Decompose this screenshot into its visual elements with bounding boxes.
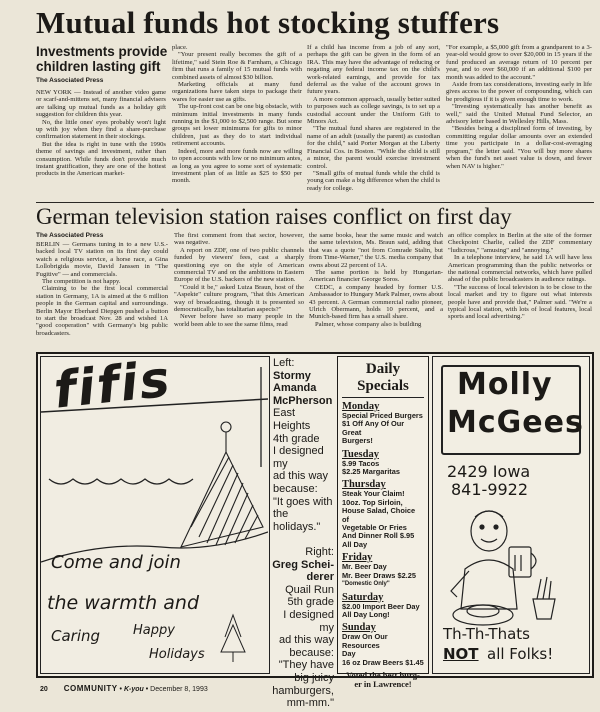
fifis-message-line5: Holidays	[149, 647, 205, 662]
caption-right-label: Right:	[305, 546, 334, 558]
molly-slogan-line1: Th-Th-Thats	[443, 625, 530, 643]
story1-col2-p3: Marketing officials at many fund organizations have taken steps to package their wares for easier use as gifts.	[172, 81, 302, 103]
fifis-message-line4: Happy	[133, 623, 175, 638]
diner-illustration	[437, 499, 587, 629]
story1-col2-p5: Indeed, more and more funds now are willing to open accounts with low or no minimum antes, as long as you agree to some sort of systematic investment plan of as little as $25 to $50 per month.	[172, 147, 302, 185]
special-line: 16 oz Draw Beers $1.45	[342, 657, 424, 667]
story1-col4-p1: "For example, a $5,000 gift from a grandparent to a 3-year-old would grow to over $20,000 in 15 years if the fund produced an average return of 10 percent per year, and to over $60,000 if an additional $100 per month was added to the account."	[446, 44, 592, 81]
caption-left-line: East Heights	[273, 407, 311, 432]
footer-bullet: •	[145, 686, 149, 693]
footer-date: December 8, 1993	[150, 686, 208, 693]
special-line: Day	[342, 649, 356, 659]
story1-col1-p1: NEW YORK — Instead of another video game or scarf-and-mittens set, many financial advisers are talking up mutual funds as a holiday gift suggestion for children this year.	[36, 89, 166, 119]
story1-column-1	[36, 89, 166, 199]
special-line: Special Priced Burgers	[342, 411, 423, 420]
story2-col2-p2: A report on ZDF, one of two public channels funded by viewers' fees, cast a sharply questioning eye on the style of American commercial TV and on the ambitions in Eastern Europe of the U.S. backers of the new station.	[174, 246, 304, 284]
fifis-message-line3: Caring	[51, 627, 101, 645]
story1-col4-p4: "Besides being a disciplined form of investing, by committing regular dollar amounts over an extended time you participate in a dollar-cost-averaging program," the letter said. "You will buy more shares when the fund's net asset value is down, and fewer when NAV is higher."	[446, 125, 592, 170]
special-line: $.99 Tacos	[342, 458, 380, 468]
caption-right-line: hamburgers,	[272, 684, 334, 697]
story2-col4-p2: In a telephone interview, he said 1A will have less American programming than the public networks or the national commercial networks, which have pulled ahead of the public broadcasters in audience ratings.	[448, 254, 592, 284]
story2-col2-p4: Never before have so many people in the world been able to see the same films, read	[174, 313, 304, 328]
special-line: $2.25 Margaritas	[342, 467, 400, 477]
divider-rule	[36, 202, 594, 203]
story1-credit: The Associated Press	[36, 77, 104, 84]
story2-col4-p3: "The success of local television is to be close to the local market and try to figure out what interests people have and provide that," Palmer said. "We're a typical local station, with lots of local features, local sports and local advertising."	[448, 283, 592, 321]
caption-right-line: ad this way	[278, 634, 334, 647]
caption-right-line: because:	[289, 646, 334, 659]
headline-mutual-funds: Mutual funds hot stocking stuffers	[36, 5, 500, 40]
special-line: Draw On Our Resources	[342, 632, 388, 650]
caption-left-name-2: Amanda	[273, 382, 317, 395]
story1-col2-p2: "Your present really becomes the gift of a lifetime," said Stein Roe & Farnham, a Chicago firm that runs a family of 15 mutual funds with combined assets of almost $30 billion.	[172, 51, 302, 81]
special-line: All Day Long!	[342, 609, 390, 619]
caption-right-name-2: derer	[306, 571, 334, 584]
fifis-logo: fifis	[51, 349, 175, 420]
story2-col3-p3: CEDC, a company headed by former U.S. Ambassador to Hungary Mark Palmer, owns about 43 percent. A German commercial radio pioneer, Ulrich Obermann, holds 10 percent, and a Munich-based firm has a small share.	[309, 283, 443, 321]
story2-column-2	[174, 232, 304, 346]
story2-col2-p3: "Could it be," asked Luiza Braun, host of the "Aspekte" culture program, "that this American way of broadcasting, though it is presented so democratically, has totalitarian aspects?"	[174, 283, 304, 314]
special-line: "Domestic Only"	[342, 581, 390, 588]
story2-col1-p3: Claiming to be the first local commercial station in Germany, 1A is aimed at the 6 million people in the German capital and surroundings. Berlin Mayor Eberhard Diepgen pushed a button to start the broadcast Nov. 28 and wished 1A "good cooperation" with Germany's big public broadcasters.	[36, 285, 168, 337]
caption-right-line: big juicy	[294, 671, 334, 684]
molly-slogan-not: NOT	[443, 645, 479, 663]
fifis-message-line1: Come and join	[51, 552, 181, 573]
story2-col1-p1: BERLIN — Germans tuning in to a new U.S.-backed local TV station on its first day could watch a religious service, a horse race, a Gina Lollobrigida movie, David Janssen in "The Fugitive" — and commercials.	[36, 241, 168, 278]
story1-col3-p3: "The mutual fund shares are registered in the name of an adult (usually the parent) as custodian for the child," said Porter Morgan at the Liberty Financial Cos. in Boston. "While the child is still a minor, the parent would exercise investment control.	[307, 125, 440, 170]
special-day-friday: Friday	[342, 552, 373, 564]
story2-column-1	[36, 241, 168, 346]
caption-left	[273, 357, 335, 533]
molly-name-line1: Molly	[457, 367, 553, 402]
story1-column-2	[172, 44, 302, 199]
special-line: All Day	[342, 539, 368, 549]
caption-right-line: I designed my	[283, 608, 334, 634]
story2-column-3	[309, 232, 443, 346]
striped-tent	[181, 422, 263, 547]
specials-closing-1: Voted the best burg-	[346, 669, 420, 680]
special-day-tuesday: Tuesday	[342, 448, 379, 460]
molly-address-line1: 2429 Iowa	[447, 462, 531, 481]
story2-col1-p2: The competition is not happy.	[42, 278, 121, 286]
caption-right-line: Quail Run	[285, 583, 334, 596]
story1-col3-p2: A more common approach, usually better suited to purposes such as college savings, is to set up a custodial account under the Uniform Gift to Minors Act.	[307, 95, 440, 126]
special-day-thursday: Thursday	[342, 479, 386, 491]
fifis-ad	[40, 349, 270, 674]
caption-right-line: "They have	[278, 659, 334, 672]
caption-right-line: mm-mm."	[286, 697, 334, 710]
caption-left-line: I designed my	[273, 445, 324, 470]
story1-column-4	[446, 44, 592, 199]
story1-col1-p2: No, the little ones' eyes probably won't light up with joy when they find a share-purchase confirmation statement in their stockings.	[36, 118, 166, 141]
special-line: House Salad, Choice of	[342, 506, 416, 524]
special-line: Steak Your Claim!	[342, 489, 405, 499]
caption-left-line: the holidays."	[273, 508, 321, 533]
footer-bullet: •	[119, 686, 122, 693]
footer-kyou: K-you	[123, 686, 144, 693]
story1-col3-p1: If a child has income from a job of any sort, perhaps the gift can be given in the form of an IRA. This may have the advantage of reducing or negating any federal income tax on the child's work-related earnings, and provide for tax deferral as the value of the account grows in future years.	[307, 44, 440, 96]
footer-section: COMMUNITY	[63, 684, 118, 693]
molly-slogan-line2: all Folks!	[487, 645, 554, 663]
molly-name-line2: McGees	[447, 405, 584, 440]
daily-specials-ad	[337, 356, 429, 689]
page-footer	[40, 684, 340, 693]
story2-column-4	[448, 232, 592, 346]
caption-left-line: because:	[273, 482, 318, 495]
story2-col2-p1: The first comment from that sector, however, was negative.	[174, 232, 304, 247]
story1-col4-p2: Aside from tax considerations, investing early in life gives access to the power of compounding, which can be prodigious if it is given enough time to work.	[446, 81, 592, 103]
special-line: $1 Off Any Of Our Great	[342, 419, 405, 437]
story1-col4-p3: "Investing systematically has another benefit as well," said the United Mutual Fund Selector, an advisory letter based in Wellesley Hills, Mass.	[446, 103, 592, 126]
special-line: $2.00 Import Beer Day	[342, 601, 420, 611]
specials-closing-2: er in Lawrence!	[354, 678, 412, 689]
story2-col3-p4: Palmer, whose company also is building	[315, 320, 422, 328]
story1-col2-p1: place.	[172, 44, 188, 51]
special-line: And Dinner Roll $.95	[342, 531, 415, 541]
caption-right-name-1: Greg Schei-	[272, 558, 334, 571]
story1-col2-p4: The up-front cost can be one big obstacle, with minimum initial investments in many funds running in the $1,000 to $2,500 range. But some groups set lower minimums for gifts to minor children, just as they do to start individual retirement accounts.	[172, 103, 302, 148]
daily-specials-title: Daily Specials	[342, 361, 424, 398]
caption-left-name-1: Stormy	[273, 369, 311, 382]
caption-left-line: "It goes with	[273, 495, 333, 508]
headline-german-television: German television station raises conflict on first day	[36, 204, 512, 229]
special-day-sunday: Sunday	[342, 622, 376, 634]
special-line: Mr. Beer Draws $2.25	[342, 570, 416, 580]
special-line: Mr. Beer Day	[342, 562, 387, 572]
fifis-message-line2: the warmth and	[47, 592, 199, 614]
story2-col3-p1: the same books, hear the same music and watch the same television, Ms. Braun said, adding that that was a quote "not from Comrade Stalin, but from Time-Warner," the U.S. media company that owns about 22 percent of 1A.	[309, 232, 443, 269]
story1-col3-p4: "Small gifts of mutual funds while the child is young can make a big difference when the child is ready for college.	[307, 169, 440, 192]
special-line: Burgers!	[342, 436, 373, 446]
caption-left-line: ad this way	[273, 470, 329, 483]
story1-col1-p3: But the idea is right in tune with the 1990s theme of savings and investment, rather than consumption. While funds don't provide much instant gratification, they are one of the hottest products in the American market-	[36, 140, 166, 178]
story2-col3-p2: The same portion is held by Hungarian-American financier George Soros.	[309, 269, 443, 284]
molly-mcgees-ad	[432, 356, 590, 674]
small-tree	[221, 615, 245, 662]
story1-subhead	[36, 44, 176, 84]
story2-credit: The Associated Press	[36, 232, 104, 239]
special-line: Vegetable Or Fries	[342, 523, 407, 533]
story1-column-3	[307, 44, 440, 199]
story2-col4-p1: an office complex in Berlin at the site of the former Checkpoint Charlie, called the ZDF commentary "ludicrous," "amusing" and "annoying."	[448, 232, 592, 254]
special-day-saturday: Saturday	[342, 591, 384, 603]
caption-left-label: Left:	[273, 357, 295, 369]
molly-address-line2: 841-9922	[451, 480, 529, 499]
caption-right-line: 5th grade	[287, 596, 334, 609]
footer-page-number: 20	[40, 686, 48, 693]
caption-left-name-3: McPherson	[273, 394, 333, 407]
special-day-monday: Monday	[342, 401, 380, 412]
story1-subhead-line1: Investments provide	[36, 44, 168, 59]
caption-left-line: 4th grade	[273, 432, 320, 445]
story1-subhead-line2: children lasting gift	[36, 59, 161, 74]
special-line: 10oz. Top Sirloin,	[342, 497, 403, 507]
